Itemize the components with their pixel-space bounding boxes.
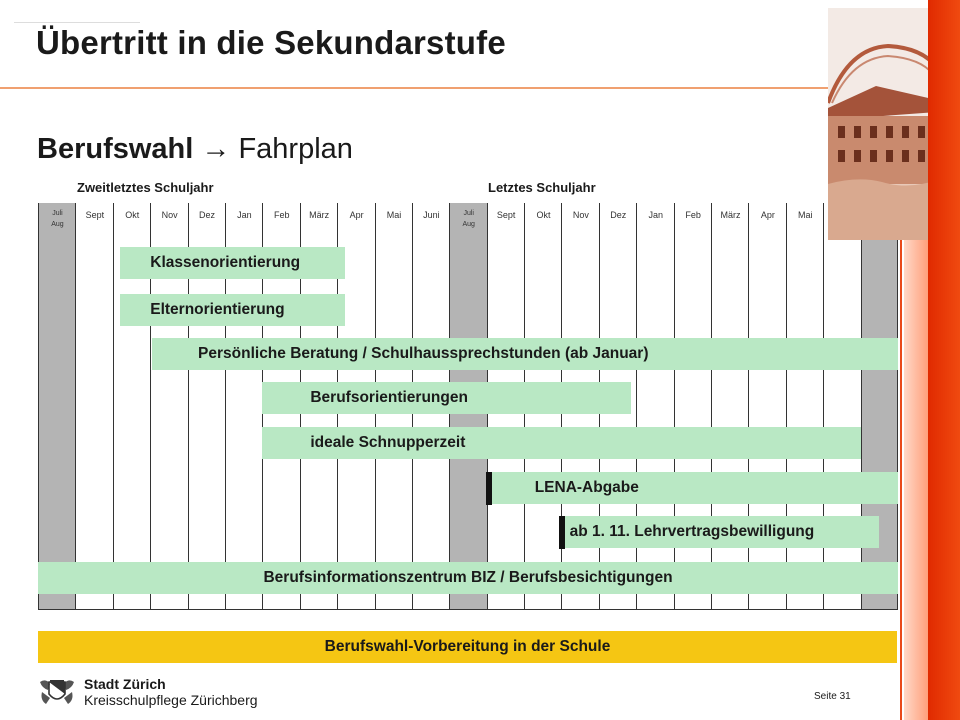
grid-bottom-line [38,609,898,610]
activity-bar: Klassenorientierung [120,247,344,279]
month-column [636,203,674,610]
month-column [861,203,899,610]
month-label: März [720,210,741,220]
month-label: Dez [199,210,216,220]
title-divider [0,87,830,89]
activity-bar: LENA-Abgabe [487,472,898,504]
school-preparation-bar: Berufswahl-Vorbereitung in der Schule [38,631,897,663]
zurich-crest-logo [36,676,78,708]
edge-decoration-line [900,240,902,720]
month-label: Apr [760,210,775,220]
start-marker [559,516,565,549]
title-top-line [14,22,140,23]
subtitle-bold: Berufswahl [37,133,194,165]
edge-decoration-red [928,0,960,720]
month-label: Okt [125,210,140,220]
month-label: Sept [85,210,105,220]
month-label: März [309,210,330,220]
month-label: Sept [496,210,516,220]
activity-bar: Berufsinformationszentrum BIZ / Berufsbesichtigungen [38,562,898,594]
month-column [786,203,824,610]
month-label: Jan [237,210,252,220]
activity-bar: ab 1. 11. Lehrvertragsbewilligung [560,516,880,548]
month-label: Nov [572,210,589,220]
start-marker [486,472,492,505]
year-label-second-last: Zweitletztes Schuljahr [77,180,214,195]
month-label: Mai [386,210,402,220]
edge-decoration-light [904,240,928,720]
activity-bar: Berufsorientierungen [262,382,630,414]
month-column [823,203,861,610]
month-column [748,203,786,610]
page-number: Seite 31 [814,691,851,702]
month-label: Feb [274,210,290,220]
month-column [674,203,712,610]
school-building-photo [828,8,937,240]
month-label: Mai [798,210,813,220]
month-label: Nov [161,210,178,220]
month-label: Juli Aug [462,210,475,228]
brand-name: Stadt Zürich [84,676,166,692]
month-label: Jan [648,210,663,220]
activity-bar: ideale Schnupperzeit [262,427,860,459]
arrow-right-icon: → [201,133,231,165]
brand-subname: Kreisschulpflege Zürichberg [84,692,258,708]
month-column [38,203,76,610]
page-subtitle [37,133,353,166]
month-label: Juli Aug [51,210,64,228]
month-label: Okt [536,210,551,220]
activity-bar: Persönliche Beratung / Schulhaussprechstunden (ab Januar) [152,338,898,370]
month-column [75,203,113,610]
month-label: Apr [349,210,364,220]
activity-bar: Elternorientierung [120,294,344,326]
month-label: Feb [685,210,701,220]
page-title: Übertritt in die Sekundarstufe [36,24,506,61]
month-column [711,203,749,610]
month-label: Dez [610,210,627,220]
month-label: Juni [423,210,440,220]
year-label-last: Letztes Schuljahr [488,180,596,195]
subtitle-rest: Fahrplan [238,133,353,165]
timeline-grid [38,203,898,610]
